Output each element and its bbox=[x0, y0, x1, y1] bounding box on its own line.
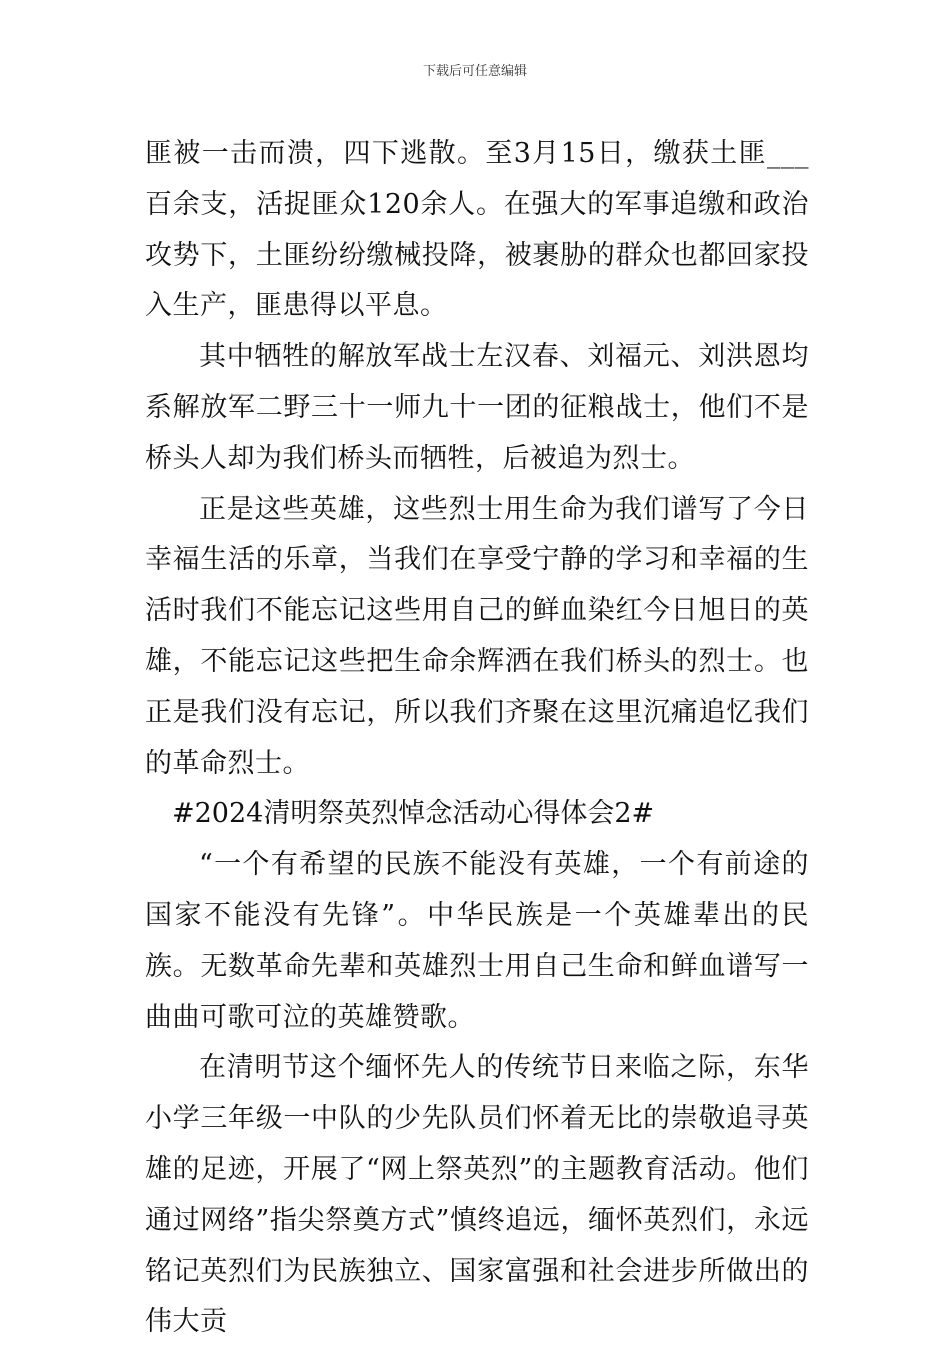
paragraph-2: 其中牺牲的解放军战士左汉春、刘福元、刘洪恩均系解放军二野三十一师九十一团的征粮战士，他们不是桥头人却为我们桥头而牺牲，后被追为烈士。 bbox=[145, 341, 809, 474]
document-body bbox=[145, 129, 809, 1348]
section-heading: #2024清明祭英烈悼念活动心得体会2# bbox=[172, 798, 655, 830]
page-header: 下载后可任意编辑 bbox=[422, 64, 527, 79]
paragraph-5: 在清明节这个缅怀先人的传统节日来临之际，东华小学三年级一中队的少先队员们怀着无比的崇敬追寻英雄的足迹，开展了“网上祭英烈”的主题教育活动。他们通过网络”指尖祭奠方式”慎终追远，缅怀英烈们，永远铭记英烈们为民族独立、国家富强和社会进步所做出的伟大贡 bbox=[145, 1052, 809, 1338]
paragraph-4: “一个有希望的民族不能没有英雄，一个有前途的国家不能没有先锋”。中华民族是一个英雄辈出的民族。无数革命先辈和英雄烈士用自己生命和鲜血谱写一曲曲可歌可泣的英雄赞歌。 bbox=[145, 849, 809, 1033]
paragraph-3: 正是这些英雄，这些烈士用生命为我们谱写了今日幸福生活的乐章，当我们在享受宁静的学习和幸福的生活时我们不能忘记这些用自己的鲜血染红今日旭日的英雄，不能忘记这些把生命余辉洒在我们桥头的烈士。也正是我们没有忘记，所以我们齐聚在这里沉痛追忆我们的革命烈士。 bbox=[145, 493, 809, 779]
paragraph-1: 匪被一击而溃，四下逃散。至3月15日，缴获土匪___百余支，活捉匪众120余人。在强大的军事追缴和政治攻势下，土匪纷纷缴械投降，被裹胁的群众也都回家投入生产，匪患得以平息。 bbox=[145, 138, 809, 322]
